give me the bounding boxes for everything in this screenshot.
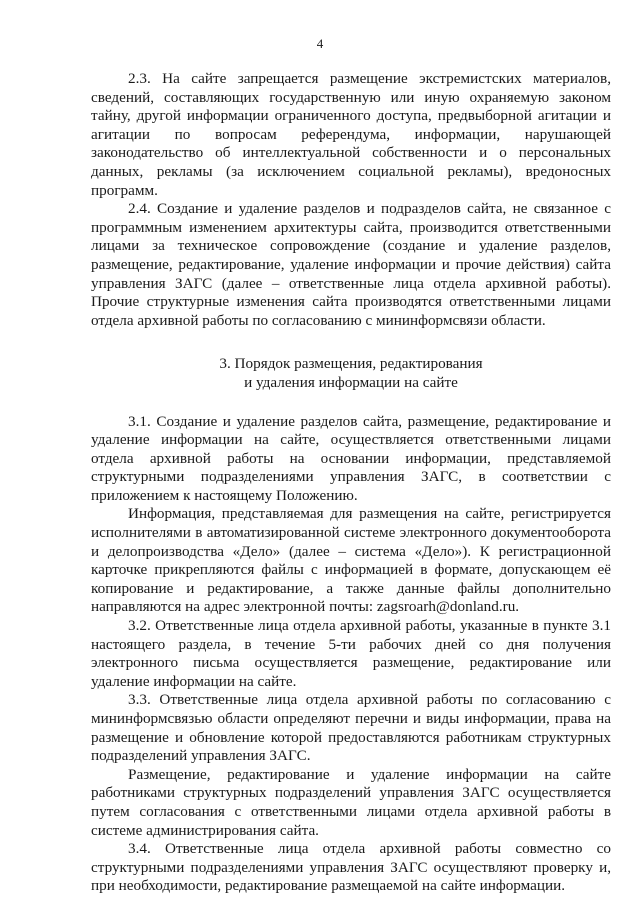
section-3-heading-line-2: и удаления информации на сайте (244, 373, 458, 391)
paragraph-3-4: 3.4. Ответственные лица отдела архивной работы совместно со структурными подразделениями управления ЗАГС осуществляют проверку и, при необходимости, редактирование размещаемой на сайте информации. (91, 840, 611, 895)
document-body (91, 70, 611, 896)
paragraph-2-4: 2.4. Создание и удаление разделов и подразделов сайта, не связанное с программным изменением архитектуры сайта, производится ответственными лицами за техническое сопровождение (создание и удаление разделов, размещение, редактирование, удаление информации и прочие действия) сайта управления ЗАГС (далее – ответственные лица отдела архивной работы). Прочие структурные изменения сайта производятся ответственными лицами отдела архивной работы по согласованию с мининформсвязи области. (91, 200, 611, 329)
paragraph-3-1: 3.1. Создание и удаление разделов сайта, размещение, редактирование и удаление информации на сайте, осуществляется ответственными лицами отдела архивной работы на основании информации, представляемой структурными подразделениями управления ЗАГС, в соответствии с приложением к настоящему Положению. (91, 412, 611, 504)
section-3-heading (91, 355, 611, 392)
page-number: 4 (316, 36, 324, 51)
paragraph-3-1-registration: Информация, представляемая для размещения на сайте, регистрируется исполнителями в автоматизированной системе электронного документооборота и делопроизводства «Дело» (далее – система «Дело»). К регистрационной карточке прикрепляются файлы с информацией в формате, допускающем её копирование и редактирование, а также данные файлы дополнительно направляются на адрес электронной почты: zagsroarh@donland.ru. (91, 505, 611, 616)
paragraph-3-2: 3.2. Ответственные лица отдела архивной работы, указанные в пункте 3.1 настоящего раздела, в течение 5-ти рабочих дней со дня получения электронного письма осуществляется размещение, редактирование или удаление информации на сайте. (91, 617, 611, 690)
paragraph-3-3-coordination: Размещение, редактирование и удаление информации на сайте работниками структурных подразделений управления ЗАГС осуществляется путем согласования с ответственными лицами отдела архивной работы в системе администрирования сайта. (91, 765, 611, 839)
section-3-heading-line-1: 3. Порядок размещения, редактирования (219, 355, 483, 373)
paragraph-2-3: 2.3. На сайте запрещается размещение экстремистских материалов, сведений, составляющих государственную или иную охраняемую законом тайну, другой информации ограниченного доступа, предвыборной агитации и агитации по вопросам референдума, информации, нарушающей законодательство об интеллектуальной собственности и о персональных данных, рекламы (за исключением социальной рекламы), вредоносных программ. (91, 70, 611, 199)
paragraph-3-3: 3.3. Ответственные лица отдела архивной работы по согласованию с мининформсвязью области определяют перечни и виды информации, права на размещение и обновление которой предоставляются работникам структурных подразделений управления ЗАГС. (91, 691, 611, 765)
